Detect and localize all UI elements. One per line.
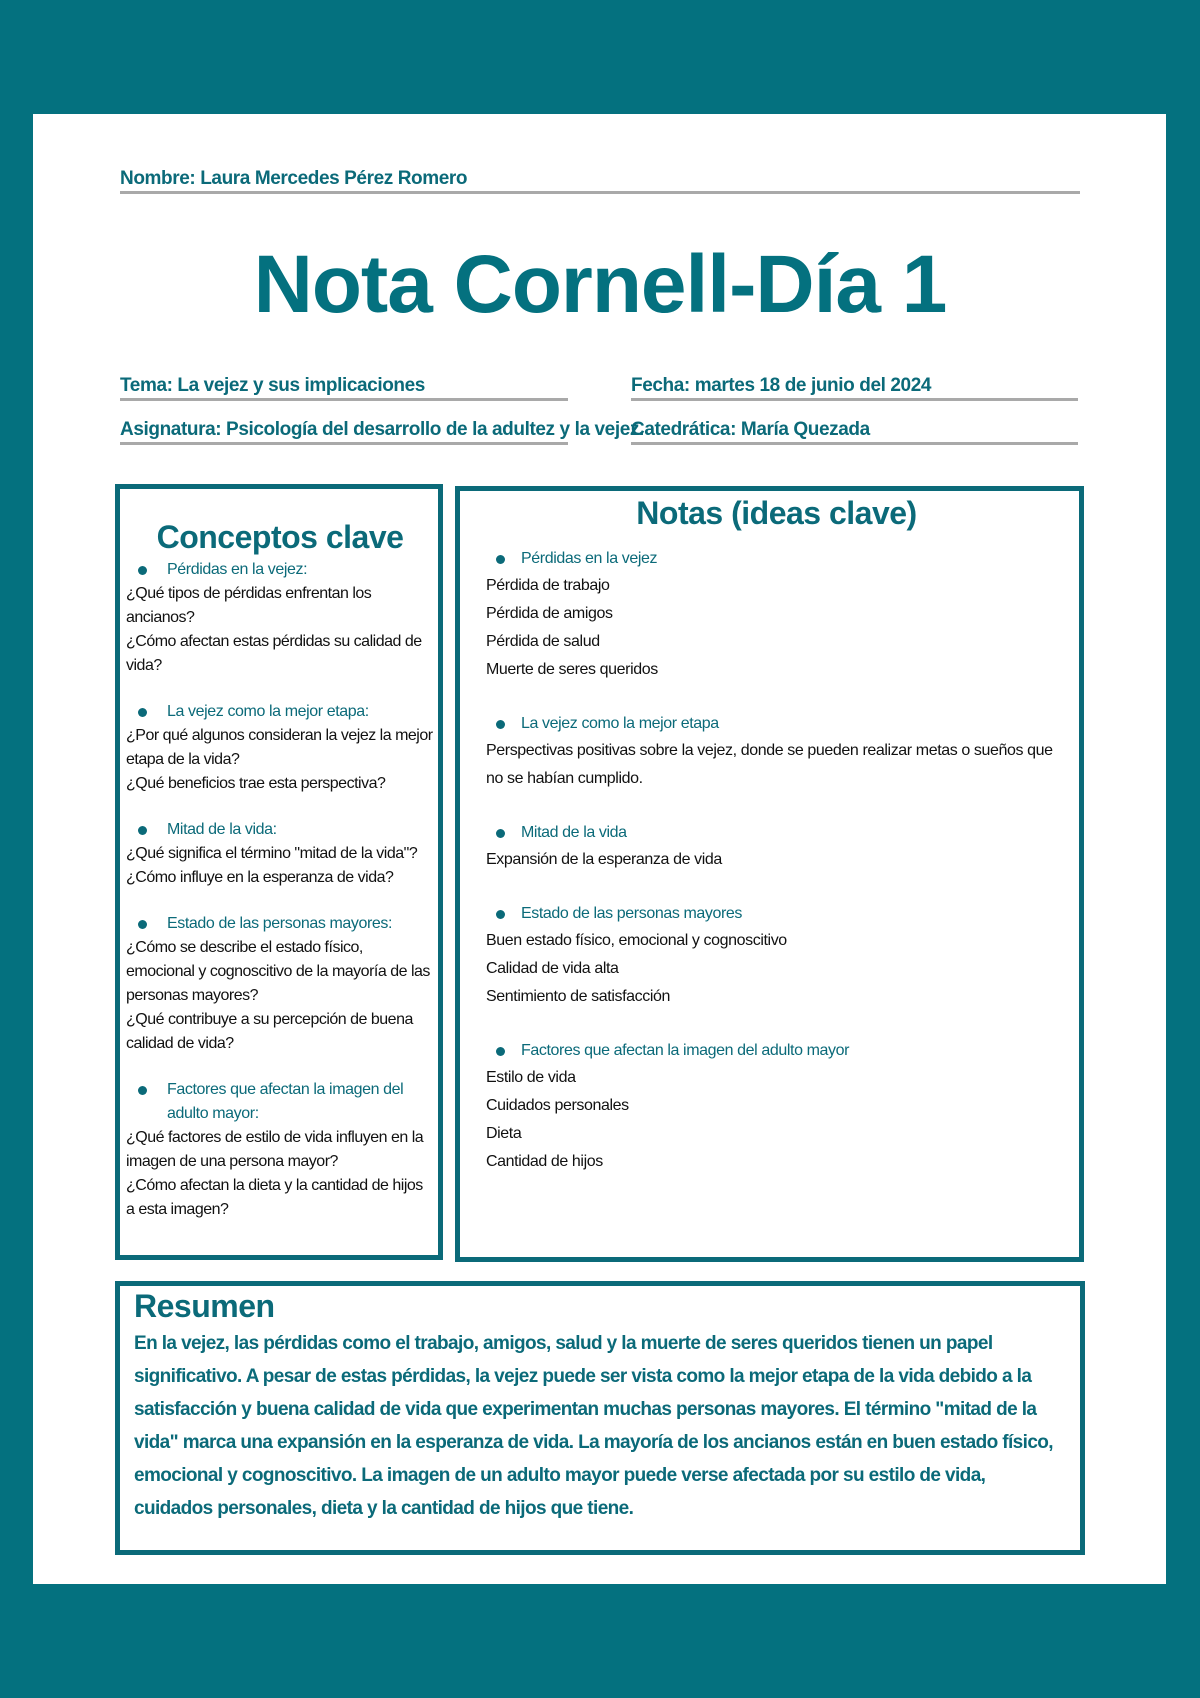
notas-title: Notas (ideas clave) xyxy=(636,495,917,531)
bullet-icon xyxy=(496,829,505,838)
catedratica-field: Catedrática: María Quezada xyxy=(631,419,1078,445)
concepto-heading xyxy=(126,700,434,724)
nota-line: Pérdida de amigos xyxy=(486,605,613,622)
concepto-question: ¿Cómo se describe el estado físico, emocional y cognoscitivo de la mayoría de las personas mayores? xyxy=(126,939,430,1004)
bullet-icon xyxy=(496,910,505,919)
nota-line: Expansión de la esperanza de vida xyxy=(486,851,722,868)
fecha-field: Fecha: martes 18 de junio del 2024 xyxy=(631,375,1078,401)
tema-field: Tema: La vejez y sus implicaciones xyxy=(120,375,568,401)
nota-section xyxy=(486,820,1067,874)
nota-section xyxy=(486,546,1067,684)
nota-line: Cuidados personales xyxy=(486,1097,629,1114)
nota-heading xyxy=(486,820,1067,846)
nota-heading-text: Mitad de la vida xyxy=(521,824,627,841)
page-title: Nota Cornell-Día 1 xyxy=(253,239,947,330)
nota-line: Perspectivas positivas sobre la vejez, donde se pueden realizar metas o sueños que no se habían cumplido. xyxy=(486,742,1053,787)
concepto-heading xyxy=(126,912,434,936)
concepto-section xyxy=(126,558,434,678)
nota-heading xyxy=(486,901,1067,927)
concepto-heading-text: La vejez como la mejor etapa: xyxy=(167,703,369,720)
conceptos-clave-title: Conceptos clave xyxy=(156,519,404,555)
nota-line: Dieta xyxy=(486,1125,522,1142)
nota-line: Calidad de vida alta xyxy=(486,960,619,977)
concepto-heading xyxy=(126,1078,434,1126)
resumen-box xyxy=(115,1281,1085,1555)
concepto-section xyxy=(126,912,434,1056)
resumen-text: En la vejez, las pérdidas como el trabajo, amigos, salud y la muerte de seres queridos tienen un papel significativo. A pesar de estas pérdidas, la vejez puede ser vista como la mejor etapa de la vida debido a la satisfacción y buena calidad de vida que experimentan muchas personas mayores. El término "mitad de la vida" marca una expansión en la esperanza de vida. La mayoría de los ancianos están en buen estado físico, emocional y cognoscitivo. La imagen de un adulto mayor puede verse afectada por su estilo de vida, cuidados personales, dieta y la cantidad de hijos que tiene. xyxy=(134,1333,1053,1519)
concepto-heading-text: Factores que afectan la imagen del adulto mayor: xyxy=(167,1081,404,1122)
concepto-heading xyxy=(126,818,434,842)
notas-list xyxy=(486,546,1067,1176)
nota-section xyxy=(486,711,1067,793)
nota-heading-text: Pérdidas en la vejez xyxy=(521,550,658,567)
bullet-icon xyxy=(138,1086,147,1095)
nota-line: Estilo de vida xyxy=(486,1069,576,1086)
nota-heading xyxy=(486,546,1067,572)
bullet-icon xyxy=(138,920,147,929)
nota-section xyxy=(486,1038,1067,1176)
asignatura-field: Asignatura: Psicología del desarrollo de la adultez y la vejez. xyxy=(120,419,568,445)
nota-heading-text: La vejez como la mejor etapa xyxy=(521,715,719,732)
resumen-title: Resumen xyxy=(134,1288,275,1324)
nota-line: Pérdida de salud xyxy=(486,633,600,650)
bullet-icon xyxy=(496,720,505,729)
bullet-icon xyxy=(138,826,147,835)
concepto-question: ¿Cómo afectan estas pérdidas su calidad de vida? xyxy=(126,633,422,674)
nota-line: Buen estado físico, emocional y cognoscitivo xyxy=(486,932,787,949)
bullet-icon xyxy=(138,708,147,717)
concepto-section xyxy=(126,700,434,796)
concepto-question: ¿Qué factores de estilo de vida influyen en la imagen de una persona mayor? xyxy=(126,1129,424,1170)
nota-line: Pérdida de trabajo xyxy=(486,577,610,594)
concepto-question: ¿Cómo afectan la dieta y la cantidad de hijos a esta imagen? xyxy=(126,1177,423,1218)
nota-line: Sentimiento de satisfacción xyxy=(486,988,670,1005)
nota-heading xyxy=(486,711,1067,737)
bullet-icon xyxy=(496,555,505,564)
nota-section xyxy=(486,901,1067,1011)
concepto-section xyxy=(126,1078,434,1222)
conceptos-list xyxy=(126,558,434,1222)
concepto-question: ¿Qué beneficios trae esta perspectiva? xyxy=(126,775,386,792)
nota-heading-text: Factores que afectan la imagen del adulto mayor xyxy=(521,1042,850,1059)
nota-heading-text: Estado de las personas mayores xyxy=(521,905,743,922)
nombre-field: Nombre: Laura Mercedes Pérez Romero xyxy=(120,168,1080,194)
concepto-question: ¿Qué contribuye a su percepción de buena calidad de vida? xyxy=(126,1011,413,1052)
concepto-heading-text: Pérdidas en la vejez: xyxy=(167,561,308,578)
concepto-question: ¿Qué significa el término "mitad de la vida"? xyxy=(126,845,418,862)
conceptos-clave-box xyxy=(115,484,443,1260)
concepto-section xyxy=(126,818,434,890)
bullet-icon xyxy=(496,1047,505,1056)
notas-box xyxy=(455,486,1084,1262)
concepto-heading xyxy=(126,558,434,582)
concepto-question: ¿Por qué algunos consideran la vejez la mejor etapa de la vida? xyxy=(126,727,433,768)
nota-heading xyxy=(486,1038,1067,1064)
bullet-icon xyxy=(138,566,147,575)
concepto-question: ¿Qué tipos de pérdidas enfrentan los ancianos? xyxy=(126,585,372,626)
concepto-heading-text: Estado de las personas mayores: xyxy=(167,915,393,932)
nota-line: Cantidad de hijos xyxy=(486,1153,603,1170)
concepto-question: ¿Cómo influye en la esperanza de vida? xyxy=(126,869,394,886)
concepto-heading-text: Mitad de la vida: xyxy=(167,821,277,838)
nota-line: Muerte de seres queridos xyxy=(486,661,658,678)
